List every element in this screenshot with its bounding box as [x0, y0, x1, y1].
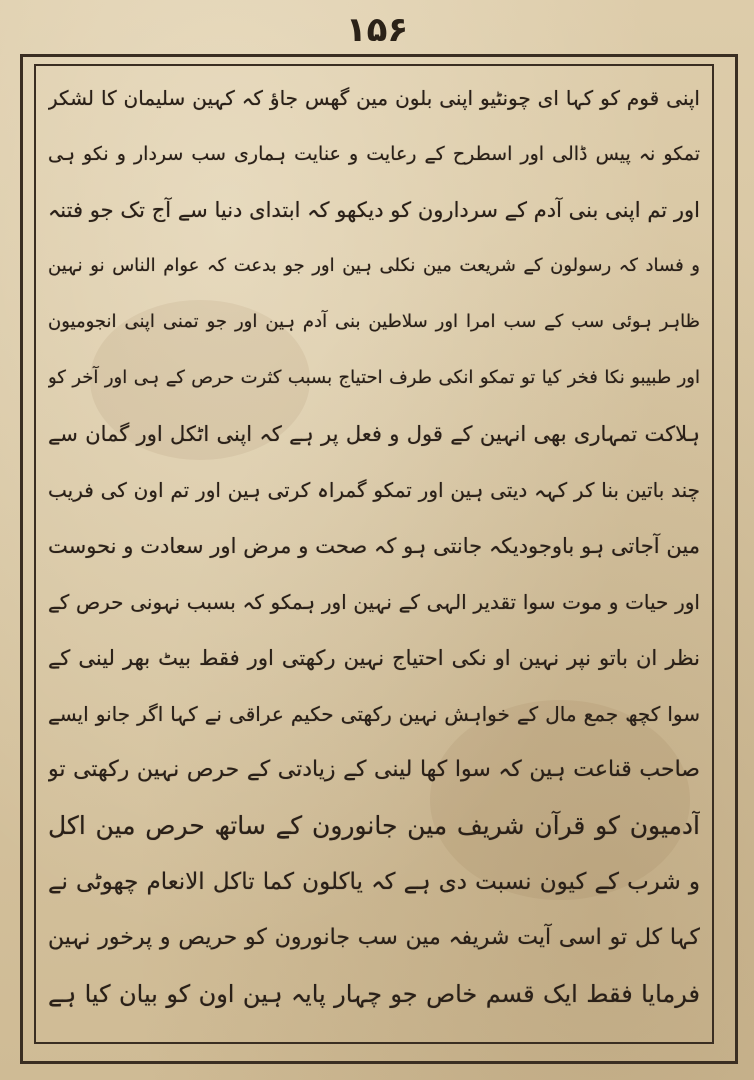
- text-line: آدمیون کو قرآن شریف مین جانورون کے ساتھ حرص مین اکل: [48, 811, 700, 840]
- text-line: سوا کچھ جمع مال کے خواہش نہین رکھتی حکیم عراقی نے کہا اگر جانو ایسے: [48, 702, 700, 726]
- text-line: صاحب قناعت ہین کہ سوا کھا لینی کے زیادتی کے حرص نہین رکھتی تو: [48, 757, 700, 782]
- text-line: ظاہر ہوئی سب کے سب امرا اور سلاطین بنی آدم ہین اور جو تمنی اپنی انجومیون: [48, 311, 700, 332]
- page-number: ۱۵۶: [345, 10, 409, 50]
- text-line: کہا کل تو اسی آیت شریفہ مین سب جانورون کو حریص و پرخور نہین: [48, 925, 700, 950]
- text-line: و شرب کے کیون نسبت دی ہے کہ یاکلون کما تاکل الانعام چھوٹی نے: [48, 869, 700, 895]
- text-line: و فساد کہ رسولون کے شریعت مین نکلی ہین اور جو بدعت کہ عوام الناس نو نہین: [48, 255, 700, 276]
- body-text: [48, 72, 700, 1032]
- text-line: مین آجاتی ہو باوجودیکہ جانتی ہو کہ صحت و مرض اور سعادت و نحوست: [48, 534, 700, 558]
- text-line: تمکو نہ پیس ڈالی اور اسطرح کے رعایت و عنایت ہماری سب سردار و نکو ہی: [48, 143, 700, 165]
- text-line: چند باتین بنا کر کہہ دیتی ہین اور تمکو گمراہ کرتی ہین اور تم اون کی فریب: [48, 478, 700, 502]
- text-line: اور طبیبو نکا فخر کیا تو تمکو انکی طرف احتیاج بسبب کثرت حرص کے ہی اور آخر کو: [48, 367, 700, 388]
- text-line: ہلاکت تمہاری بھی انہین کے قول و فعل پر ہے کہ اپنی اٹکل اور گمان سے: [48, 422, 700, 446]
- text-line: اور تم اپنی بنی آدم کے سردارون کو دیکھو کہ ابتدای دنیا سے آج تک جو فتنہ: [48, 198, 700, 222]
- text-line: نظر ان باتو نپر نہین او نکی احتیاج نہین رکھتی اور فقط بیٹ بھر لینی کے: [48, 646, 700, 670]
- text-line: اپنی قوم کو کہا ای چونٹیو اپنی بلون مین گھس جاؤ کہ کہین سلیمان کا لشکر: [48, 86, 700, 110]
- text-line: فرمایا فقط ایک قسم خاص جو چہار پایہ ہین اون کو بیان کیا ہے: [48, 980, 700, 1008]
- text-line: اور حیات و موت سوا تقدیر الہی کے نہین اور ہمکو کہ بسبب نہونی حرص کے: [48, 590, 700, 614]
